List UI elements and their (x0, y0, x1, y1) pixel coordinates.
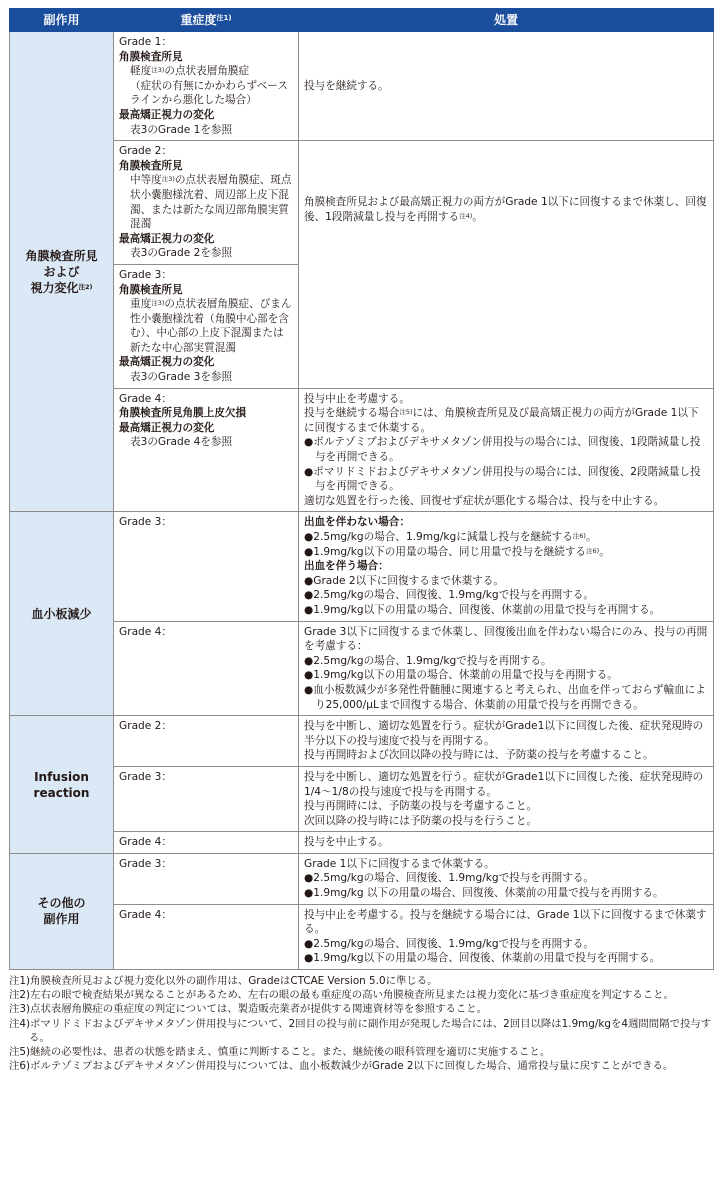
category-other: その他の 副作用 (10, 853, 114, 969)
category-cornea: 角膜検査所見 および 視力変化$^{注2)}$ (10, 32, 114, 512)
table-row (10, 141, 714, 265)
severity-cell: Grade 3： 角膜検査所見 重度$^{注3)}$の点状表層角膜症、びまん性小嚢胞様沈着（角膜中心部を含む）、中心部の上皮下混濁または新たな中心部実質混濁 最高矯正視力の変化 表3のGrade 3を参照 (114, 264, 299, 388)
footnote: 注5)継続の必要性は、患者の状態を踏まえ、慎重に判断すること。また、継続後の眼科管理を適切に実施すること。 (9, 1046, 551, 1059)
table-row (10, 766, 714, 831)
action-cell: 投与を継続する。 (299, 32, 714, 141)
footnote: 注4)ポマリドミドおよびデキサメタゾン併用投与について、2回目の投与前に副作用が発現した場合には、2回目以降は1.9mg/kgを4週間間隔で投与する。 (9, 1017, 712, 1044)
action-cell: 投与を中断し、適切な処置を行う。症状がGrade1以下に回復した後、症状発現時の半分以下の投与速度で投与を再開する。 投与再開時および次回以降の投与時には、予防薬の投与を考慮すること。 (299, 716, 714, 767)
action-cell: Grade 1以下に回復するまで休薬する。 ●2.5mg/kgの場合、回復後、1.9mg/kgで投与を再開する。 ●1.9mg/kg 以下の用量の場合、回復後、休薬前の用量で投与を再開する。 (299, 853, 714, 904)
table-header-row (10, 9, 714, 32)
header-action: 処置 (299, 9, 714, 32)
action-cell: 投与を中断し、適切な処置を行う。症状がGrade1以下に回復した後、症状発現時の1/4～1/8の投与速度で投与を再開する。 投与再開時には、予防薬の投与を考慮すること。 次回以降の投与時には予防薬の投与を行うこと。 (299, 766, 714, 831)
table-row (10, 716, 714, 767)
action-cell: 出血を伴わない場合： ●2.5mg/kgの場合、1.9mg/kgに減量し投与を継続する$^{注6)}$。 ●1.9mg/kg以下の用量の場合、同じ用量で投与を継続する$^{注6)}$。 出血を伴う場合： ●Grade 2以下に回復するまで休薬する。 ●2.5mg/kgの場合、回復後、1.9mg/kgで投与を再開する。 ●1.9mg/kg以下の用量の場合、回復後、休薬前の用量で投与を再開する。 (299, 512, 714, 621)
dose-adjustment-table (9, 8, 714, 970)
severity-cell: Grade 3： (114, 766, 299, 831)
table-row (10, 32, 714, 141)
table-row (10, 388, 714, 512)
footnote: 注1)角膜検査所見および視力変化以外の副作用は、GradeはCTCAE Version 5.0に準じる。 (9, 975, 438, 988)
category-infusion-reaction: Infusion reaction (10, 716, 114, 854)
table-row (10, 512, 714, 621)
header-severity: 重症度$^{注1)}$ (114, 9, 299, 32)
category-platelet: 血小板減少 (10, 512, 114, 716)
footnote: 注2)左右の眼で検査結果が異なることがあるため、左右の眼の最も重症度の高い角膜検査所見または視力変化に基づき重症度を判定すること。 (9, 989, 674, 1002)
table-row (10, 832, 714, 854)
footnotes (9, 974, 713, 1073)
severity-cell: Grade 4： (114, 621, 299, 716)
severity-cell: Grade 4： 角膜検査所見角膜上皮欠損 最高矯正視力の変化 表3のGrade 4を参照 (114, 388, 299, 512)
action-cell: 投与を中止する。 (299, 832, 714, 854)
severity-cell: Grade 3： (114, 512, 299, 621)
table-row (10, 621, 714, 716)
action-cell: 角膜検査所見および最高矯正視力の両方がGrade 1以下に回復するまで休薬し、回復後、1段階減量し投与を再開する$^{注4)}$。 (299, 141, 714, 389)
severity-cell: Grade 3： (114, 853, 299, 904)
severity-cell: Grade 4： (114, 904, 299, 969)
footnote: 注6)ボルテゾミブおよびデキサメタゾン併用投与については、血小板数減少がGrade 2以下に回復した場合、通常投与量に戻すことができる。 (9, 1060, 674, 1073)
severity-cell: Grade 2： (114, 716, 299, 767)
footnote: 注3)点状表層角膜症の重症度の判定については、製造販売業者が提供する関連資材等を参照すること。 (9, 1003, 488, 1016)
action-cell: Grade 3以下に回復するまで休薬し、回復後出血を伴わない場合にのみ、投与の再開を考慮する： ●2.5mg/kgの場合、1.9mg/kgで投与を再開する。 ●1.9mg/kg以下の用量の場合、休薬前の用量で投与を再開する。 ●血小板数減少が多発性骨髄腫に関連すると考えられ、出血を伴っておらず輸血により25,000/μLまで回復する場合、休薬前の用量で投与を再開できる。 (299, 621, 714, 716)
table-row (10, 853, 714, 904)
header-severity-note: 注1) (216, 13, 232, 22)
action-cell: 投与中止を考慮する。 投与を継続する場合$^{注5)}$には、角膜検査所見及び最高矯正視力の両方がGrade 1以下に回復するまで休薬する。 ●ボルテゾミブおよびデキサメタゾン併用投与の場合には、回復後、1段階減量し投与を再開できる。 ●ポマリドミドおよびデキサメタゾン併用投与の場合には、回復後、2段階減量し投与を再開できる。 適切な処置を行った後、回復せず症状が悪化する場合は、投与を中止する。 (299, 388, 714, 512)
severity-cell: Grade 1： 角膜検査所見 軽度$^{注3)}$の点状表層角膜症 （症状の有無にかかわらずベースラインから悪化した場合） 最高矯正視力の変化 表3のGrade 1を参照 (114, 32, 299, 141)
action-cell: 投与中止を考慮する。投与を継続する場合には、Grade 1以下に回復するまで休薬する。 ●2.5mg/kgの場合、回復後、1.9mg/kgで投与を再開する。 ●1.9mg/kg以下の用量の場合、回復後、休薬前の用量で投与を再開する。 (299, 904, 714, 969)
header-adverse-event: 副作用 (10, 9, 114, 32)
severity-cell: Grade 4： (114, 832, 299, 854)
table-row (10, 904, 714, 969)
severity-cell: Grade 2： 角膜検査所見 中等度$^{注3)}$の点状表層角膜症、斑点状小嚢胞様沈着、周辺部上皮下混濁、または新たな周辺部角膜実質混濁 最高矯正視力の変化 表3のGrade 2を参照 (114, 141, 299, 265)
